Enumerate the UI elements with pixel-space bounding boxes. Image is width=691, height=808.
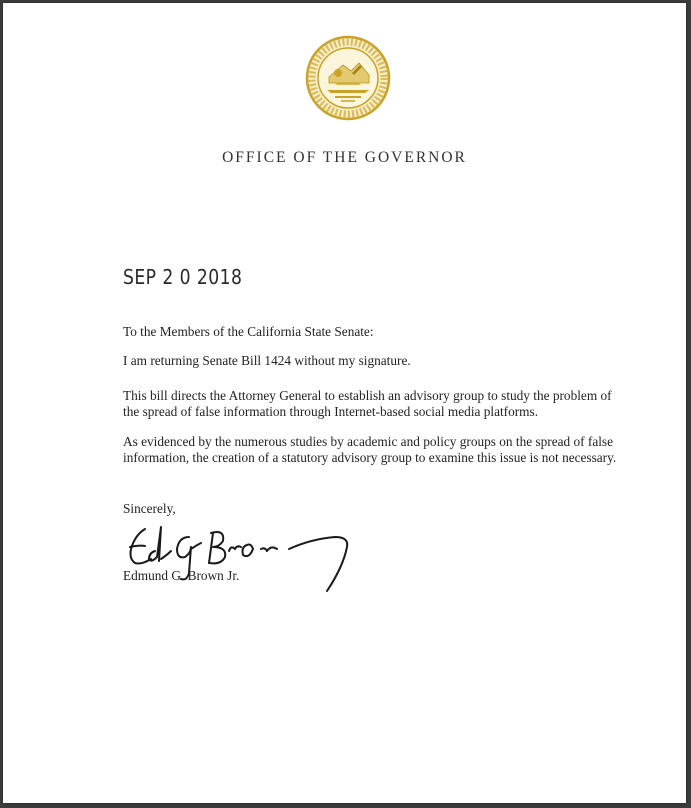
office-title: OFFICE OF THE GOVERNOR [222, 149, 467, 166]
paragraph-1: I am returning Senate Bill 1424 without my signature. [123, 353, 411, 368]
signer-name: Edmund G. Brown Jr. [123, 568, 240, 583]
paragraph-2: This bill directs the Attorney General to establish an advisory group to study the problem of the spread of false information through Internet-based social media platforms. [123, 388, 612, 419]
paragraph-3: As evidenced by the numerous studies by academic and policy groups on the spread of false information, the creation of a statutory advisory group to examine this issue is not necessary. [123, 434, 617, 465]
closing: Sincerely, [123, 501, 176, 516]
salutation: To the Members of the California State Senate: [123, 324, 374, 339]
date-stamp: SEP 2 0 2018 [123, 265, 243, 289]
letter-page [3, 3, 686, 803]
state-seal-icon [305, 35, 391, 121]
